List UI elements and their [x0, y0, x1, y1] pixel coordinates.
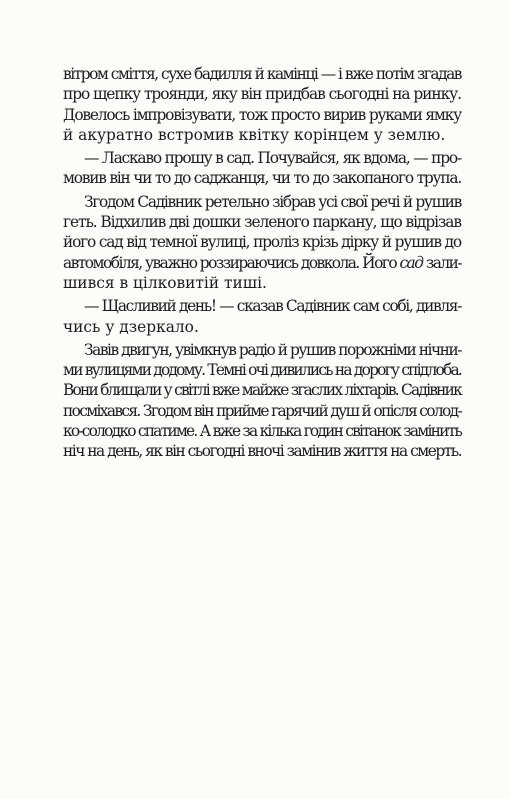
- text-line: ми вулицями додому. Темні очі дивились на дорогу спідлоба.: [63, 361, 462, 380]
- text-line: ко-солодко спатиме. А вже за кілька годин світанок замінить: [63, 422, 462, 441]
- text-fragment: автомобіля, уважно роззираючись довкола. Його: [63, 253, 397, 272]
- paragraph-4: [63, 296, 461, 337]
- text-line: його сад від темної вулиці, проліз крізь дірку й рушив до: [63, 233, 462, 252]
- text-line: Вони блищали у світлі вже майже згаслих ліхтарів. Садівник: [63, 381, 461, 400]
- text-line: й акуратно встромив квітку корінцем у землю.: [63, 125, 446, 144]
- paragraph-1: [63, 64, 461, 145]
- text-line: — Ласкаво прошу в сад. Почувайся, як вдома, — про-: [84, 149, 461, 168]
- text-line: шився в цілковитій тиші.: [63, 273, 267, 292]
- text-line: [63, 253, 461, 273]
- text-line: геть. Відхилив дві дошки зеленого паркану, що відрізав: [63, 213, 461, 232]
- text-line: Довелось імпровізувати, тож просто вирив руками ямку: [63, 105, 461, 124]
- italic-word: сад: [399, 253, 423, 272]
- text-line: посміхався. Згодом він прийме гарячий душ й опісля солод-: [63, 401, 461, 420]
- paragraph-5: [63, 340, 461, 462]
- text-line: чись у дзеркало.: [63, 317, 199, 336]
- text-line: мовив він чи то до саджанця, чи то до закопаного трупа.: [63, 169, 461, 188]
- text-line: ніч на день, як він сьогодні вночі замінив життя на смерть.: [63, 442, 462, 461]
- text-line: про щепку троянди, яку він придбав сьогодні на ринку.: [63, 85, 461, 104]
- text-line: Завів двигун, увімкнув радіо й рушив порожніми нічни-: [84, 340, 461, 359]
- text-line: Згодом Садівник ретельно зібрав усі свої речі й рушив: [84, 192, 461, 211]
- paragraph-3: [63, 192, 461, 293]
- text-line: вітром сміття, сухе бадилля й камінці — і вже потім згадав: [63, 65, 461, 83]
- text-fragment: зали-: [425, 253, 462, 272]
- text-line: — Щасливий день! — сказав Садівник сам собі, дивля-: [84, 297, 461, 316]
- body-text: [63, 64, 461, 462]
- paragraph-2: [63, 148, 461, 189]
